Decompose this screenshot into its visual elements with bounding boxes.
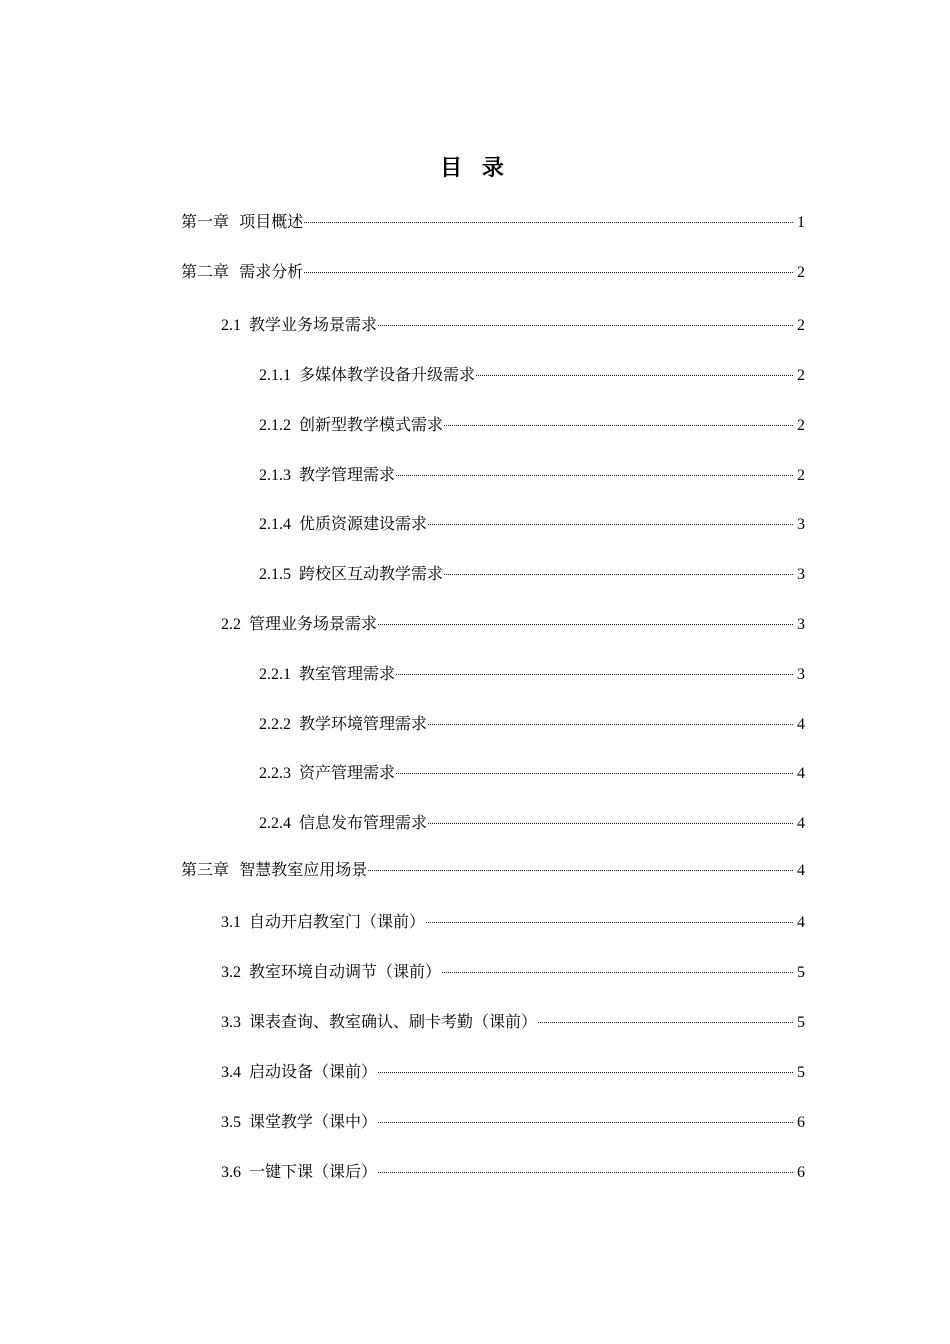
- toc-entry-number: 第二章: [181, 262, 230, 281]
- toc-entry-page: 1: [797, 214, 805, 231]
- toc-entry-page: 5: [797, 1064, 805, 1081]
- toc-entry[interactable]: [259, 414, 805, 436]
- dot-leader: [428, 524, 793, 525]
- toc-entry-title: 教学业务场景需求: [249, 315, 378, 334]
- dot-leader: [476, 375, 793, 376]
- dot-leader: [538, 1022, 793, 1023]
- toc-entry[interactable]: [221, 314, 805, 336]
- toc-entry-title: 智慧教室应用场景: [239, 860, 368, 879]
- dot-leader: [428, 724, 793, 725]
- toc-entry-title: 项目概述: [239, 212, 304, 231]
- toc-entry-title: 创新型教学模式需求: [299, 415, 444, 434]
- toc-entry-page: 3: [797, 566, 805, 583]
- toc-entry-number: 2.1: [221, 317, 241, 334]
- toc-entry-number: 2.2.2: [259, 716, 291, 733]
- toc-entry[interactable]: [259, 563, 805, 585]
- dot-leader: [304, 222, 793, 223]
- toc-entry[interactable]: [259, 713, 805, 735]
- toc-entry-number: 2.1.2: [259, 417, 291, 434]
- toc-entry-number: 3.2: [221, 964, 241, 981]
- toc-entry-page: 3: [797, 666, 805, 683]
- toc-entry-number: 2.2: [221, 616, 241, 633]
- toc-entry-number: 第一章: [181, 212, 230, 231]
- toc-entry-page: 4: [797, 862, 805, 879]
- toc-entry-page: 2: [797, 417, 805, 434]
- toc-entry[interactable]: [221, 1011, 805, 1033]
- toc-entry-title: 优质资源建设需求: [299, 514, 428, 533]
- toc-entry-page: 4: [797, 716, 805, 733]
- dot-leader: [378, 1072, 793, 1073]
- toc-entry[interactable]: [221, 1161, 805, 1183]
- toc-entry[interactable]: [259, 812, 805, 834]
- toc-entry-number: 3.3: [221, 1014, 241, 1031]
- toc-entry-page: 5: [797, 964, 805, 981]
- toc-entry-title: 课表查询、教室确认、刷卡考勤（课前）: [249, 1012, 538, 1031]
- toc-entry-page: 5: [797, 1014, 805, 1031]
- toc-entry-page: 4: [797, 914, 805, 931]
- toc-entry-number: 2.1.1: [259, 367, 291, 384]
- toc-entry-number: 3.6: [221, 1164, 241, 1181]
- toc-entry-title: 教学环境管理需求: [299, 714, 428, 733]
- dot-leader: [426, 922, 793, 923]
- toc-entry-page: 4: [797, 815, 805, 832]
- toc-entry[interactable]: [259, 364, 805, 386]
- toc-entry-number: 2.2.1: [259, 666, 291, 683]
- dot-leader: [378, 325, 793, 326]
- toc-entry[interactable]: [221, 961, 805, 983]
- toc-entry-number: 2.1.4: [259, 516, 291, 533]
- dot-leader: [378, 624, 793, 625]
- dot-leader: [442, 972, 793, 973]
- toc-entry-number: 3.4: [221, 1064, 241, 1081]
- dot-leader: [368, 870, 793, 871]
- toc-entry-title: 自动开启教室门（课前）: [249, 912, 426, 931]
- toc-entry-page: 3: [797, 516, 805, 533]
- toc-entry-page: 2: [797, 467, 805, 484]
- toc-entry-number: 2.2.3: [259, 765, 291, 782]
- toc-entry-number: 第三章: [181, 860, 230, 879]
- dot-leader: [396, 773, 793, 774]
- toc-entry-title: 信息发布管理需求: [299, 813, 428, 832]
- toc-entry-page: 2: [797, 367, 805, 384]
- toc-entry-page: 4: [797, 765, 805, 782]
- dot-leader: [444, 425, 793, 426]
- toc-entry[interactable]: [221, 613, 805, 635]
- dot-leader: [304, 272, 793, 273]
- dot-leader: [378, 1172, 793, 1173]
- toc-entry-page: 2: [797, 264, 805, 281]
- toc-entry-page: 6: [797, 1164, 805, 1181]
- toc-entry-title: 教学管理需求: [299, 465, 396, 484]
- toc-entry[interactable]: [181, 261, 805, 283]
- toc-entry-title: 启动设备（课前）: [249, 1062, 378, 1081]
- page-title: 目 录: [440, 156, 510, 181]
- dot-leader: [444, 574, 793, 575]
- toc-entry-title: 一键下课（课后）: [249, 1162, 378, 1181]
- toc-entry-title: 资产管理需求: [299, 763, 396, 782]
- toc-entry[interactable]: [259, 663, 805, 685]
- toc-entry-page: 6: [797, 1114, 805, 1131]
- toc-entry[interactable]: [259, 464, 805, 486]
- toc-entry-page: 3: [797, 616, 805, 633]
- dot-leader: [378, 1122, 793, 1123]
- toc-entry-number: 2.1.5: [259, 566, 291, 583]
- dot-leader: [396, 674, 793, 675]
- toc-entry[interactable]: [259, 762, 805, 784]
- toc-entry-title: 课堂教学（课中）: [249, 1112, 378, 1131]
- toc-entry-number: 2.2.4: [259, 815, 291, 832]
- toc-entry-number: 2.1.3: [259, 467, 291, 484]
- toc-entry[interactable]: [221, 911, 805, 933]
- toc-entry-title: 需求分析: [239, 262, 304, 281]
- toc-entry-number: 3.1: [221, 914, 241, 931]
- toc-entry[interactable]: [259, 513, 805, 535]
- toc-entry[interactable]: [221, 1111, 805, 1133]
- toc-entry-title: 教室环境自动调节（课前）: [249, 962, 442, 981]
- toc-entry-title: 管理业务场景需求: [249, 614, 378, 633]
- toc-entry-title: 教室管理需求: [299, 664, 396, 683]
- toc-entry-number: 3.5: [221, 1114, 241, 1131]
- dot-leader: [396, 475, 793, 476]
- toc-entry-page: 2: [797, 317, 805, 334]
- toc-entry[interactable]: [181, 859, 805, 881]
- toc-entry[interactable]: [181, 211, 805, 233]
- toc-entry-title: 跨校区互动教学需求: [299, 564, 444, 583]
- dot-leader: [428, 823, 793, 824]
- toc-entry-title: 多媒体教学设备升级需求: [299, 365, 476, 384]
- toc-entry[interactable]: [221, 1061, 805, 1083]
